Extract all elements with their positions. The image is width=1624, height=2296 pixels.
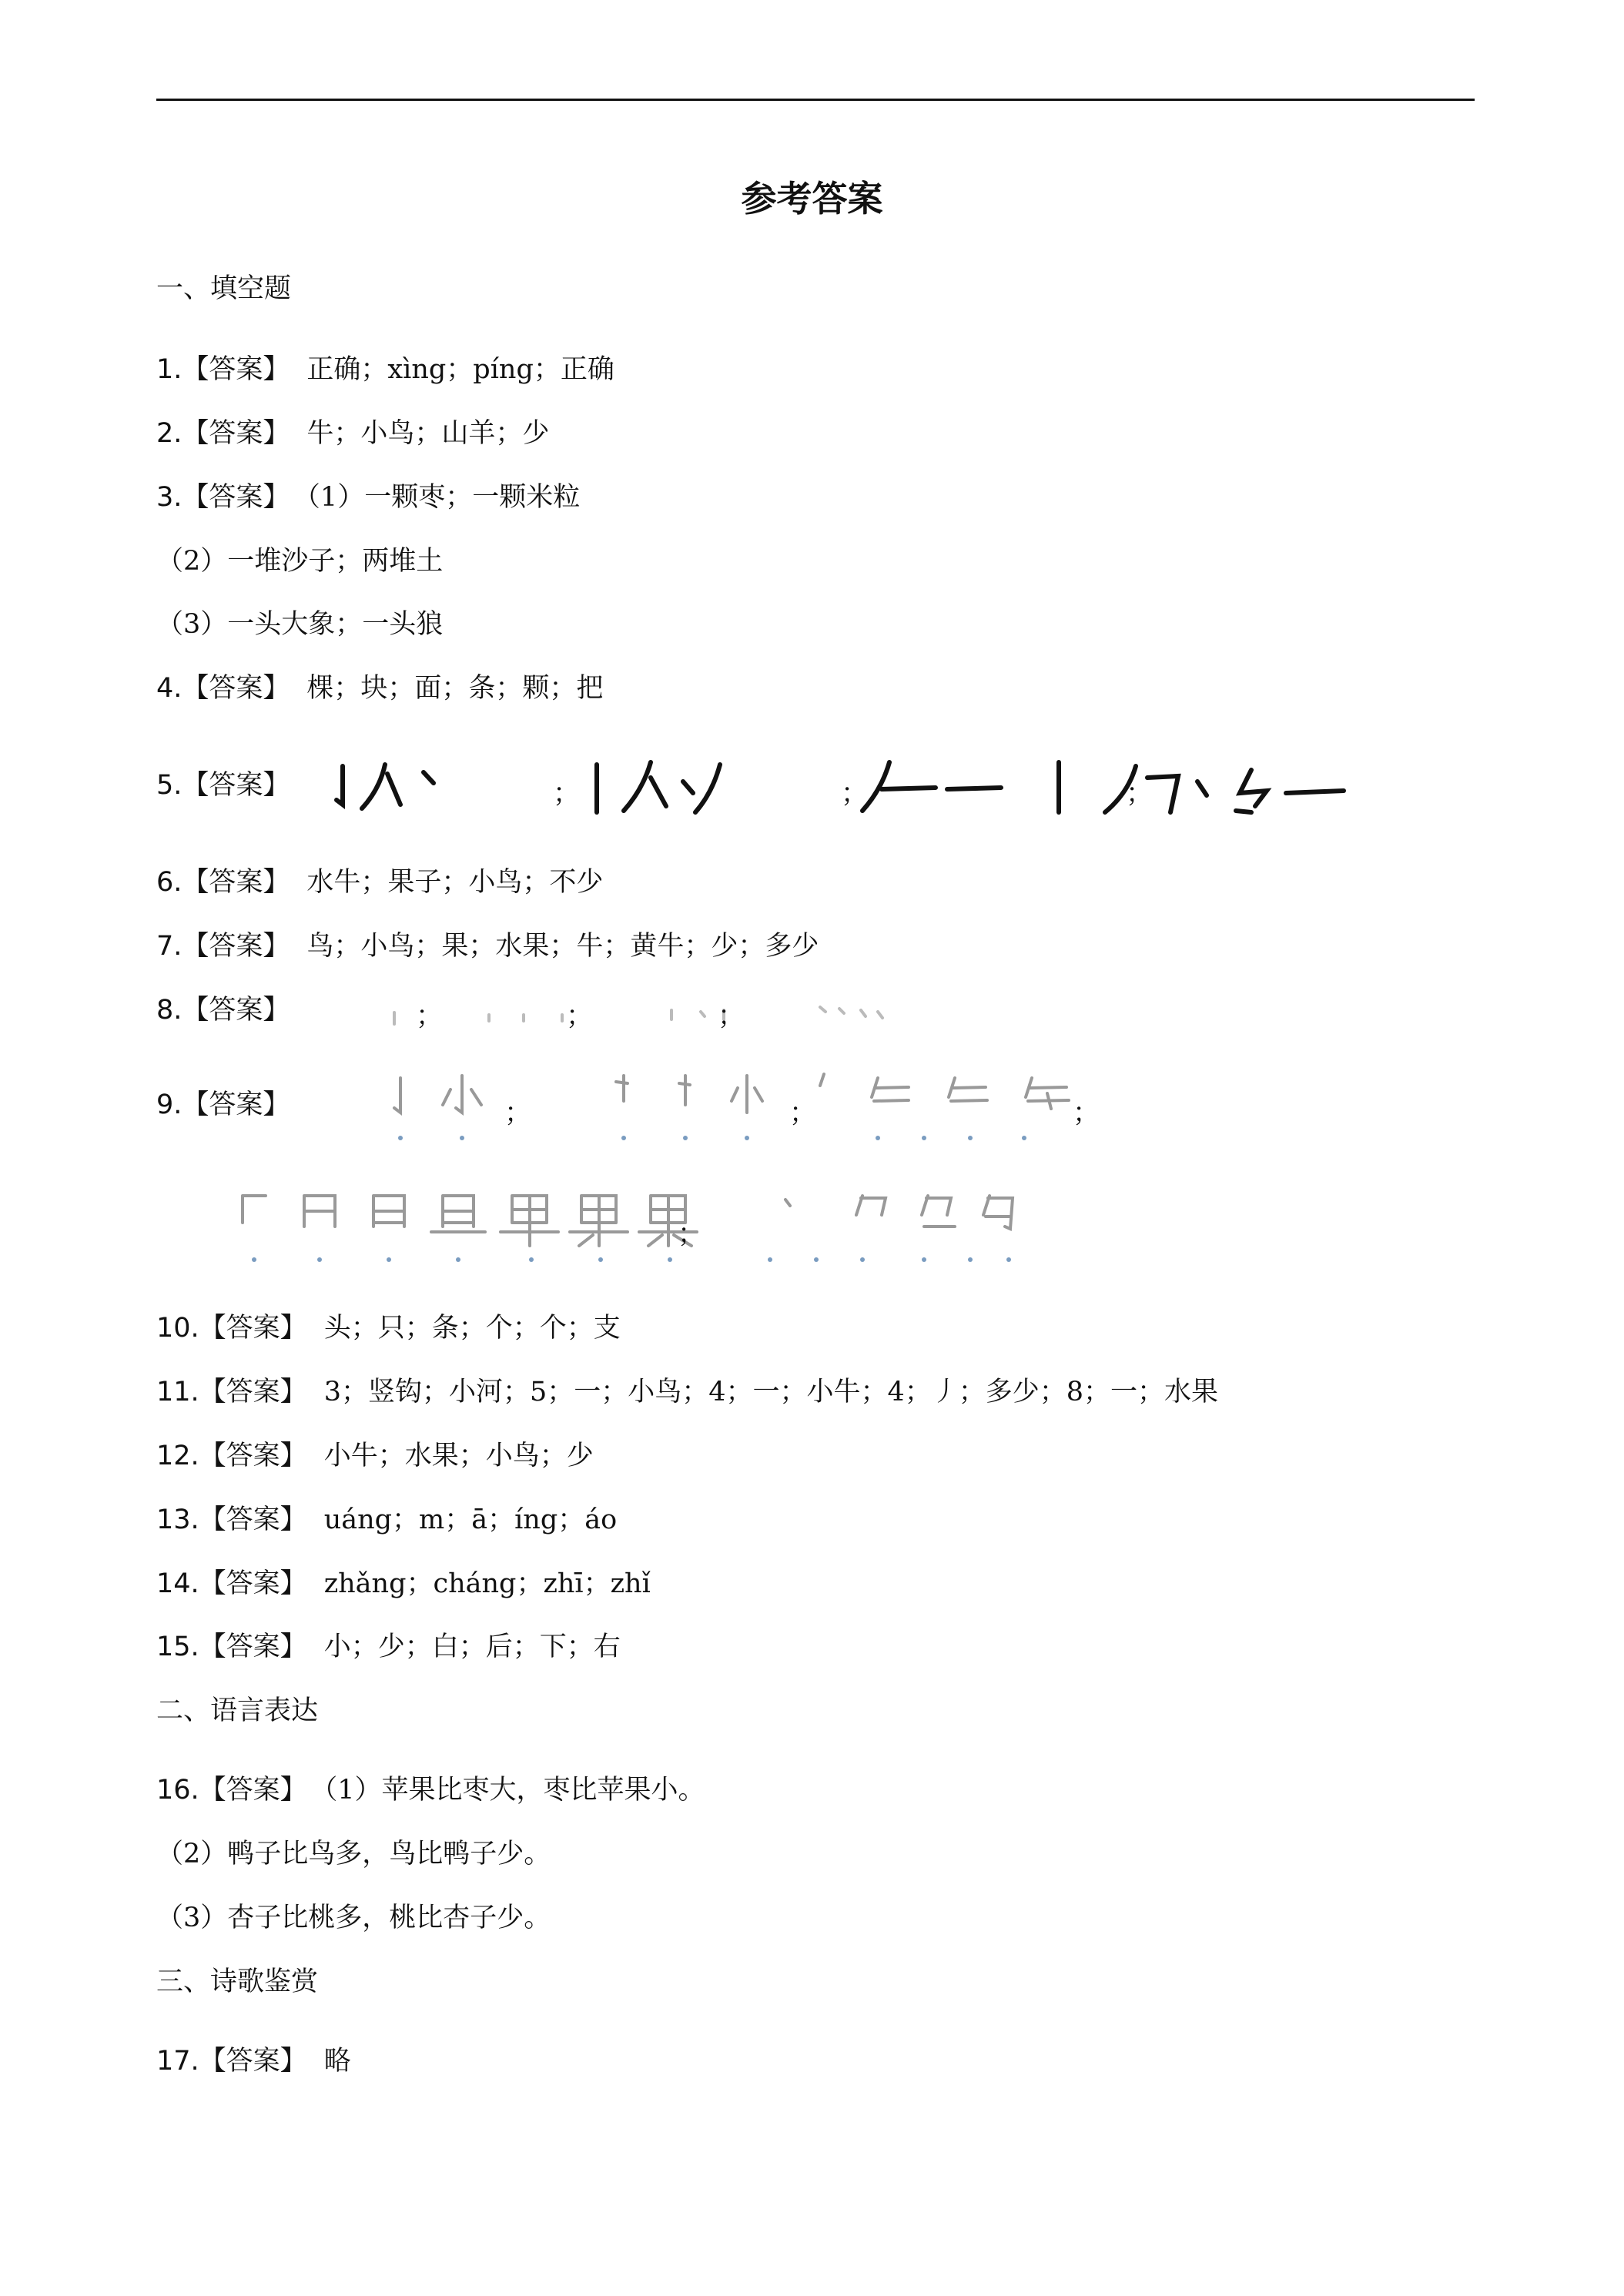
answer-subline: （3）一头大象；一头狼 (156, 609, 444, 640)
answer-line: 7.【答案】 鸟；小鸟；果；水果；牛；黄牛；少；多少 (156, 931, 819, 962)
answer-line: 14.【答案】 zhǎng；cháng；zhī；zhǐ (156, 1568, 651, 1599)
stroke-order-image (323, 1066, 1093, 1151)
answer-line: 15.【答案】 小；少；白；后；下；右 (156, 1632, 621, 1662)
section-heading: 二、语言表达 (156, 1695, 319, 1726)
separator: ； (566, 1001, 594, 1032)
separator: ； (678, 1219, 705, 1250)
separator: ； (789, 1098, 817, 1129)
separator: ； (416, 1001, 444, 1032)
stroke-order-image (231, 1184, 1040, 1269)
answer-line: 2.【答案】 牛；小鸟；山羊；少 (156, 418, 550, 449)
stroke-order-image (327, 751, 1421, 820)
header-rule (156, 99, 1475, 101)
answer-subline: （2）一堆沙子；两堆土 (156, 546, 444, 577)
answer-line: 11.【答案】 3；竖钩；小河；5；一；小鸟；4；一；小牛；4；丿；多少；8；一；水果 (156, 1377, 1219, 1407)
separator: ； (504, 1098, 532, 1129)
page-title: 参考答案 (741, 178, 883, 219)
answer-line: 10.【答案】 头；只；条；个；个；支 (156, 1313, 621, 1344)
section-heading: 一、填空题 (156, 273, 292, 304)
answer-subline: （3）杏子比桃多，桃比杏子少。 (156, 1903, 551, 1933)
answer-line: 13.【答案】 uáng；m；ā；íng；áo (156, 1504, 618, 1535)
answer-line: 12.【答案】 小牛；水果；小鸟；少 (156, 1441, 594, 1471)
separator: ； (1073, 1098, 1100, 1129)
answer-line: 4.【答案】 棵；块；面；条；颗；把 (156, 673, 604, 704)
answer-line: 16.【答案】 （1）苹果比枣大，枣比苹果小。 (156, 1775, 705, 1806)
answer-line: 3.【答案】 （1）一颗枣；一颗米粒 (156, 482, 581, 513)
answer-line: 17.【答案】 略 (156, 2046, 351, 2077)
separator: ； (841, 778, 869, 809)
answer-line: 5.【答案】 (156, 770, 290, 801)
separator: ； (718, 1001, 745, 1032)
stroke-order-image (385, 993, 924, 1032)
answer-line: 8.【答案】 (156, 995, 290, 1026)
section-heading: 三、诗歌鉴赏 (156, 1966, 319, 1997)
answer-subline: （2）鸭子比鸟多，鸟比鸭子少。 (156, 1839, 551, 1869)
separator: ； (553, 778, 581, 809)
answer-line: 9.【答案】 (156, 1089, 290, 1120)
answer-line: 6.【答案】 水牛；果子；小鸟；不少 (156, 867, 604, 898)
separator: ； (1126, 778, 1154, 809)
answer-line: 1.【答案】 正确；xìng；píng；正确 (156, 354, 614, 385)
